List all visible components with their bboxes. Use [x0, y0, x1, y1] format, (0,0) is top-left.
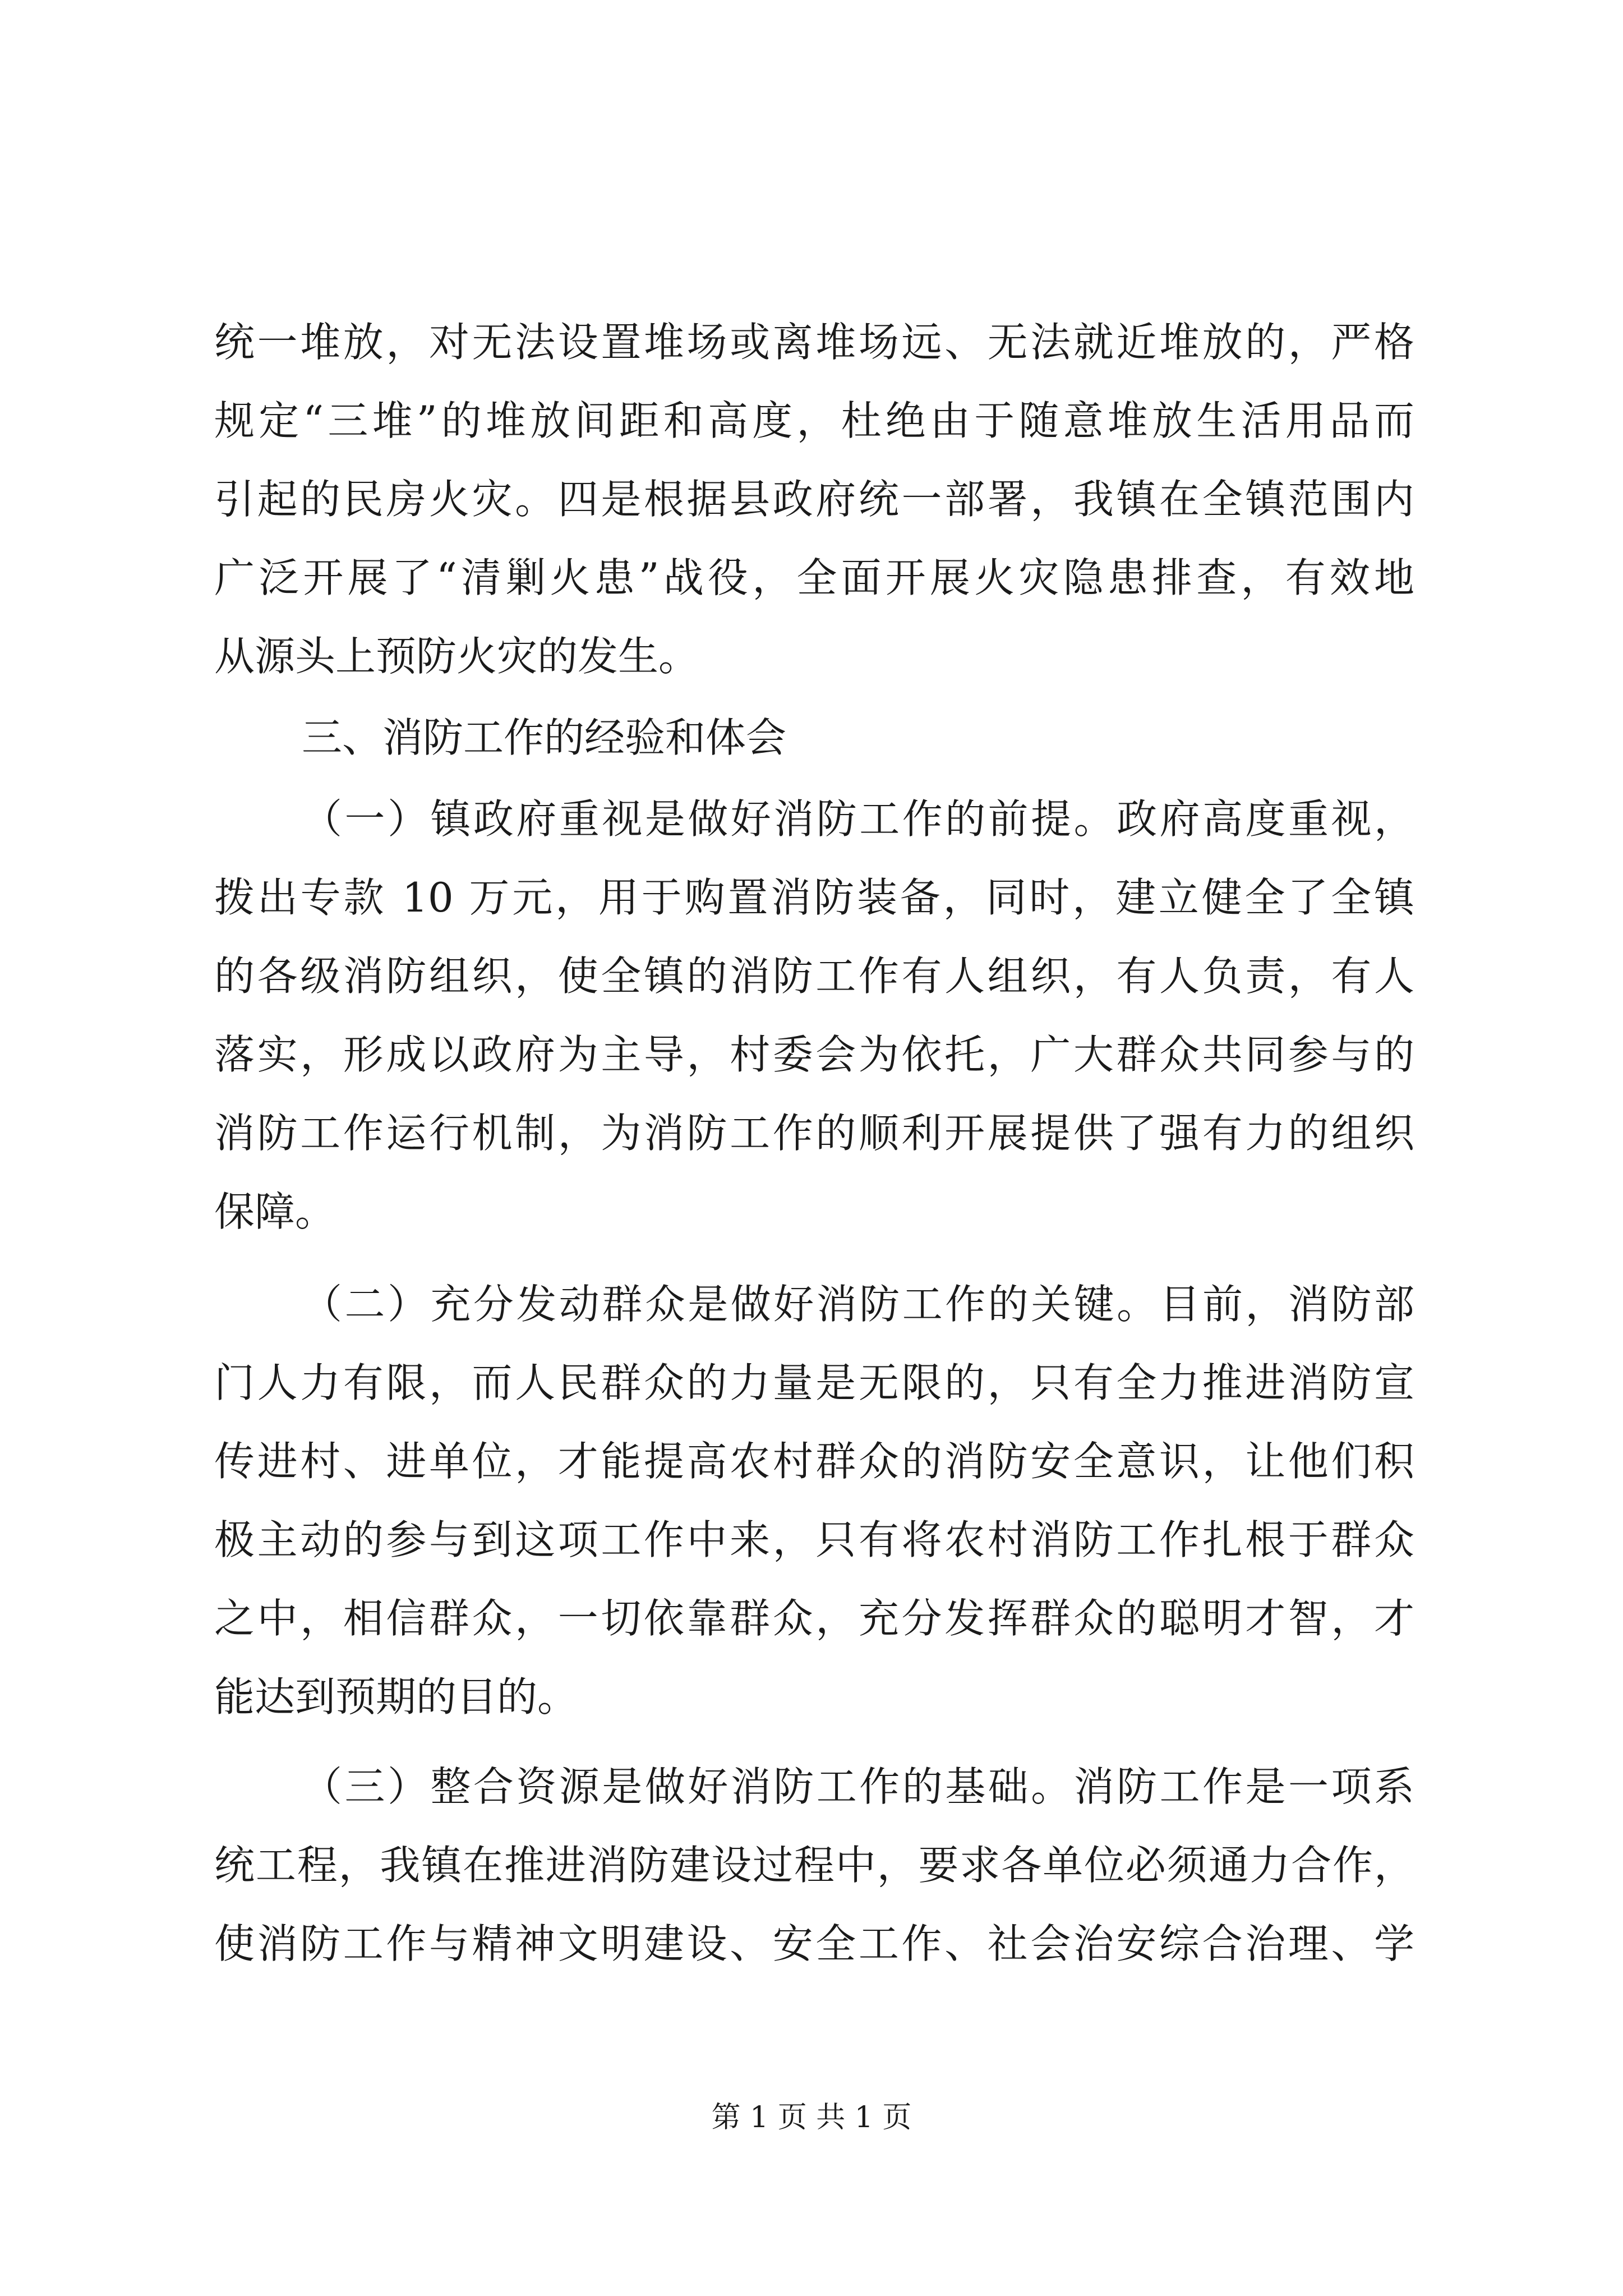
body-line: 广泛开展了“清剿火患”战役，全面开展火灾隐患排查，有效地 — [214, 554, 1414, 601]
body-line: 极主动的参与到这项工作中来，只有将农村消防工作扎根于群众 — [214, 1516, 1414, 1563]
body-line: 传进村、进单位，才能提高农村群众的消防安全意识，让他们积 — [214, 1438, 1414, 1485]
body-line: 使消防工作与精神文明建设、安全工作、社会治安综合治理、学 — [214, 1920, 1414, 1967]
body-line: 统工程，我镇在推进消防建设过程中，要求各单位必须通力合作， — [214, 1842, 1414, 1889]
body-line: 之中，相信群众，一切依靠群众，充分发挥群众的聪明才智，才 — [214, 1595, 1414, 1642]
body-line: 规定“三堆”的堆放间距和高度，杜绝由于随意堆放生活用品而 — [214, 397, 1414, 444]
paragraph-first-line: （二）充分发动群众是做好消防工作的关键。目前，消防部 — [302, 1281, 1414, 1328]
body-line: 从源头上预防火灾的发生。 — [214, 633, 699, 680]
body-line: 拨出专款 10 万元，用于购置消防装备，同时，建立健全了全镇 — [214, 874, 1414, 921]
body-line: 的各级消防组织，使全镇的消防工作有人组织，有人负责，有人 — [214, 953, 1414, 1000]
body-line: 落实，形成以政府为主导，村委会为依托，广大群众共同参与的 — [214, 1031, 1414, 1078]
paragraph-first-line: （三）整合资源是做好消防工作的基础。消防工作是一项系 — [302, 1763, 1414, 1810]
body-line: 消防工作运行机制，为消防工作的顺利开展提供了强有力的组织 — [214, 1110, 1414, 1157]
body-line: 门人力有限，而人民群众的力量是无限的，只有全力推进消防宣 — [214, 1359, 1414, 1406]
page-footer: 第 1 页 共 1 页 — [711, 2101, 912, 2134]
body-line: 统一堆放，对无法设置堆场或离堆场远、无法就近堆放的，严格 — [214, 319, 1414, 366]
body-line: 能达到预期的目的。 — [214, 1673, 578, 1720]
paragraph-first-line: （一）镇政府重视是做好消防工作的前提。政府高度重视， — [302, 795, 1414, 843]
section-heading: 三、消防工作的经验和体会 — [302, 714, 787, 761]
body-line: 保障。 — [214, 1188, 336, 1235]
body-line: 引起的民房火灾。四是根据县政府统一部署，我镇在全镇范围内 — [214, 476, 1414, 523]
